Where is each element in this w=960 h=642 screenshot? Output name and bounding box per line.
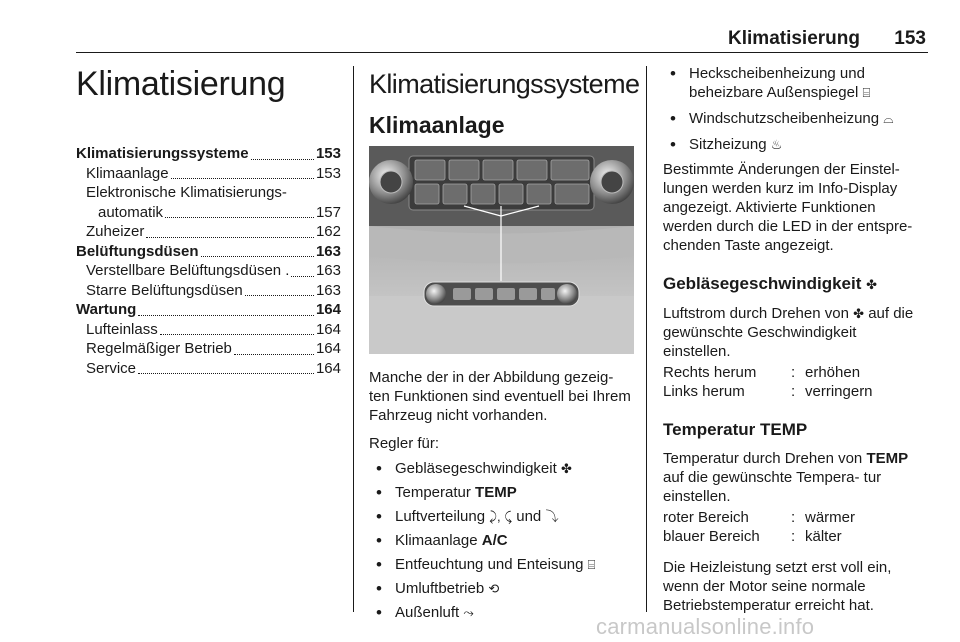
toc-page-number: 164 (315, 301, 341, 318)
lower-right-knob (557, 284, 577, 304)
fan-icon: ✤ (560, 461, 572, 476)
temperature-table: roter Bereich : wärmer blauer Bereich : kälter (663, 508, 928, 546)
right-column (663, 64, 928, 615)
toc-label: Zuheizer (86, 223, 145, 240)
toc-label: Lufteinlass (86, 320, 158, 338)
heating-note: Die Heizleistung setzt erst voll ein, wenn der Motor seine normale Betriebstemperatur erreicht hat. (663, 559, 892, 614)
toc-label: Wartung (76, 301, 137, 318)
toc-leader-dots (146, 237, 314, 238)
toc-label: Regelmäßiger Betrieb (86, 340, 232, 357)
recirculation-icon: ⟲ (488, 581, 500, 596)
front-defrost-icon: ⌸ (587, 557, 596, 572)
toc-row (76, 300, 341, 320)
footwell-icon: ⤵ (545, 509, 559, 524)
toc-label: Elektronische Klimatisierungs- (86, 184, 287, 201)
chapter-title: Klimatisierung (76, 65, 286, 103)
toc-label: Klimaanlage (86, 164, 169, 182)
header-chapter-title: Klimatisierung (728, 28, 860, 49)
toc-row (76, 359, 341, 379)
toc-leader-dots (171, 178, 314, 179)
table-key: Links herum (663, 383, 745, 400)
toc-row (76, 164, 341, 184)
middle-column (369, 64, 640, 622)
table-key: blauer Bereich (663, 528, 760, 545)
toc-row (76, 183, 341, 203)
toc-row (76, 242, 341, 262)
header-rule (76, 52, 928, 53)
table-key: Rechts herum (663, 364, 757, 381)
air-distribution-icon: ⤸, ⤹ (489, 509, 513, 524)
fan-speed-heading: Gebläsegeschwindigkeit ✤ (663, 273, 928, 296)
toc-row (76, 144, 341, 164)
list-item: • Gebläsegeschwindigkeit ✤ (369, 459, 634, 478)
seat-heating-icon: ♨ (770, 137, 783, 152)
rear-defrost-icon: ⌸ (862, 85, 871, 100)
toc-row (76, 203, 341, 223)
header-page-number: 153 (894, 28, 926, 49)
table-value: erhöhen (805, 364, 861, 381)
fan-icon: ✤ (853, 306, 865, 321)
outside-air-icon: ⤳ (463, 605, 474, 620)
toc-leader-dots (251, 159, 314, 160)
toc-row (76, 339, 341, 359)
list-item: • Heckscheibenheizung und beheizbare Außenspiegel ⌸ (663, 64, 928, 102)
temperature-heading: Temperatur TEMP (663, 420, 808, 439)
toc-leader-dots (138, 373, 314, 374)
photo-caption: Manche der in der Abbildung gezeig- ten Funktionen sind eventuell bei Ihrem Fahrzeug nicht vorhanden. (369, 369, 631, 424)
toc-label: Starre Belüftungsdüsen (86, 281, 243, 299)
table-key: roter Bereich (663, 509, 749, 526)
toc-page-number: 153 (315, 164, 341, 182)
toc-leader-dots (291, 276, 314, 277)
toc-label: Service (86, 359, 137, 377)
list-item: • Entfeuchtung und Enteisung ⌸ (369, 555, 634, 574)
toc-leader-dots (165, 217, 314, 218)
windshield-heating-icon: ⌓ (883, 111, 894, 126)
watermark: carmanualsonline.info (596, 614, 815, 639)
list-item: • Windschutzscheibenheizung ⌓ (663, 109, 928, 128)
intro-paragraph: Bestimmte Änderungen der Einstel- lungen werden kurz im Info-Display angezeigt. Aktivierte Funktionen werden durch die LED in der entspre- chenden Taste angezeigt. (663, 161, 913, 254)
toc-label: Verstellbare Belüftungsdüsen . (86, 262, 290, 279)
table-of-contents (76, 144, 341, 378)
toc-label: Klimatisierungssysteme (76, 145, 249, 162)
toc-page-number: 163 (315, 242, 341, 260)
toc-row (76, 222, 341, 242)
toc-page-number: 162 (315, 223, 341, 240)
toc-row (76, 320, 341, 340)
right-knob-center (601, 171, 623, 193)
column-divider-2 (646, 66, 647, 612)
toc-label: Belüftungsdüsen (76, 242, 199, 260)
toc-page-number: 163 (315, 262, 341, 279)
regler-label: Regler für: (369, 435, 440, 452)
list-item: • Klimaanlage A/C (369, 531, 634, 550)
controls-list (369, 459, 634, 622)
table-value: verringern (805, 383, 873, 400)
temperature-text: Temperatur durch Drehen von TEMP auf die gewünschte Tempera- tur einstellen. (663, 450, 909, 505)
toc-leader-dots (138, 315, 314, 316)
column-divider-1 (353, 66, 354, 612)
toc-row (76, 261, 341, 281)
toc-page-number: 164 (315, 359, 341, 377)
fan-icon: ✤ (866, 277, 878, 292)
list-item: • Außenluft ⤳ (369, 603, 634, 622)
section-title: Klimatisierungssysteme (369, 69, 640, 99)
list-item: • Temperatur TEMP (369, 483, 634, 502)
toc-page-number: 163 (315, 281, 341, 299)
list-item: • Luftverteilung ⤸, ⤹ und ⤵ (369, 507, 634, 526)
climate-control-photo (369, 146, 634, 354)
toc-page-number: 153 (315, 145, 341, 162)
fan-speed-table: Rechts herum : erhöhen Links herum : verringern (663, 363, 928, 401)
left-knob-center (380, 171, 402, 193)
subsection-title: Klimaanlage (369, 112, 505, 138)
toc-leader-dots (234, 354, 314, 355)
fan-speed-text: Luftstrom durch Drehen von ✤ auf die gewünschte Geschwindigkeit einstellen. (663, 305, 914, 360)
toc-label: automatik (98, 203, 164, 221)
heating-list (663, 64, 928, 154)
table-value: kälter (805, 528, 842, 545)
left-column (76, 64, 341, 378)
toc-page-number: 157 (315, 203, 341, 221)
toc-leader-dots (201, 256, 314, 257)
toc-leader-dots (245, 295, 314, 296)
toc-leader-dots (160, 334, 314, 335)
list-item: • Umluftbetrieb ⟲ (369, 579, 634, 598)
table-value: wärmer (805, 509, 856, 526)
toc-page-number: 164 (315, 320, 341, 338)
toc-page-number: 164 (315, 340, 341, 357)
lower-left-knob (426, 284, 446, 304)
toc-row (76, 281, 341, 301)
list-item: • Sitzheizung ♨ (663, 135, 928, 154)
